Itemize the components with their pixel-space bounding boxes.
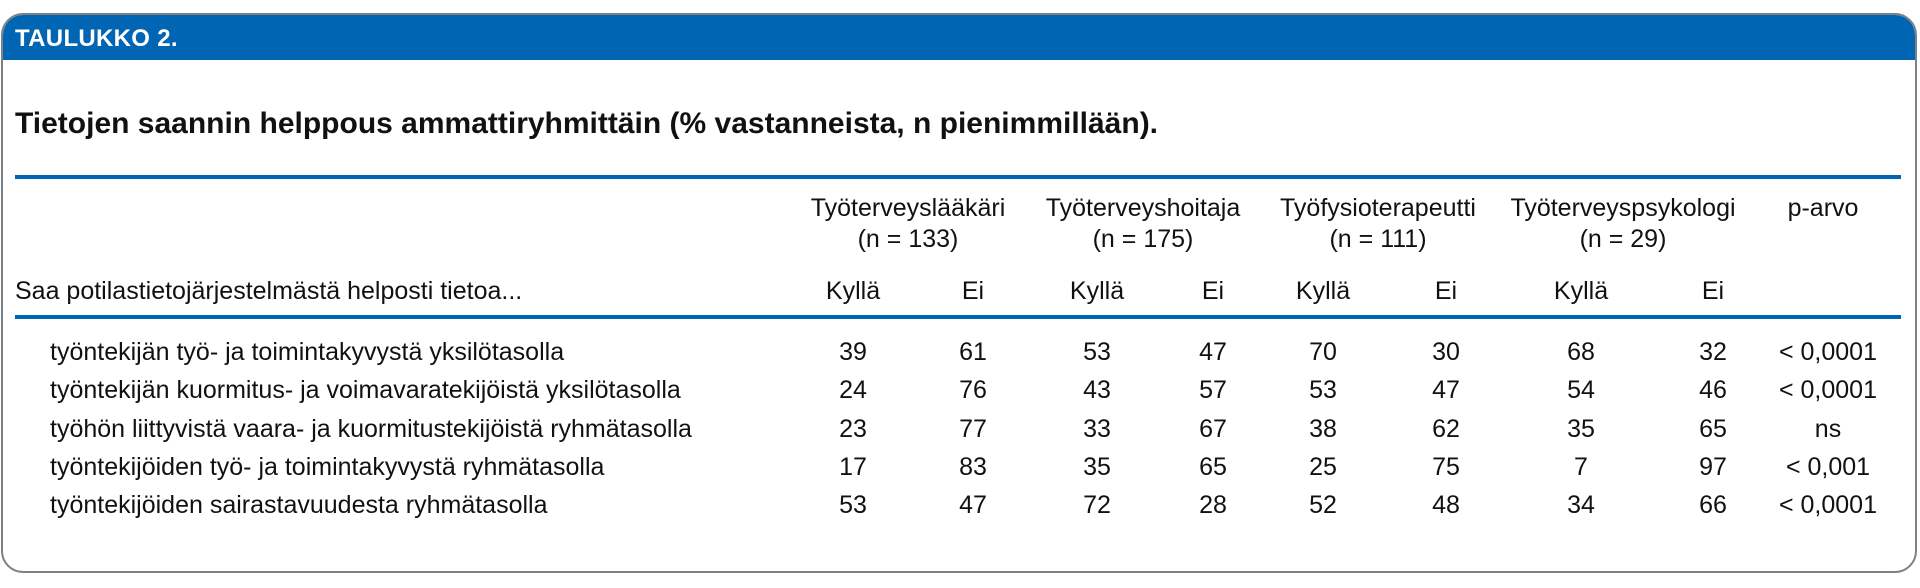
sub-header-no: Ei [1434,277,1458,305]
value-cell: 53 [1083,338,1111,366]
sub-header-yes: Kyllä [825,277,881,305]
row-label: työntekijän kuormitus- ja voimavaratekijöistä yksilötasolla [50,376,681,404]
sub-header-no: Ei [1201,277,1225,305]
value-cell: 47 [959,491,987,519]
value-cell: 53 [1309,376,1337,404]
group-header [1498,193,1748,255]
value-cell: 53 [839,491,867,519]
value-cell: 72 [1083,491,1111,519]
group-name: Työterveyslääkäri [810,194,1006,222]
value-cell: 52 [1309,491,1337,519]
group-name: Työterveyspsykologi [1510,194,1736,222]
value-cell: 23 [839,415,867,443]
value-cell: 24 [839,376,867,404]
value-cell: 76 [959,376,987,404]
value-cell: 32 [1699,338,1727,366]
value-cell: 68 [1567,338,1595,366]
value-cell: 46 [1699,376,1727,404]
value-cell: 38 [1309,415,1337,443]
value-cell: 65 [1699,415,1727,443]
value-cell: 30 [1432,338,1460,366]
p-value-cell: ns [1814,415,1842,443]
value-cell: 97 [1699,453,1727,481]
value-cell: 83 [959,453,987,481]
value-cell: 7 [1574,453,1588,481]
value-cell: 39 [839,338,867,366]
group-n: (n = 133) [857,225,959,253]
row-label: työntekijöiden työ- ja toimintakyvystä ryhmätasolla [50,453,605,481]
p-value-cell: < 0,001 [1785,453,1871,481]
group-header [1028,193,1258,255]
value-cell: 47 [1199,338,1227,366]
value-cell: 35 [1567,415,1595,443]
sub-header-no: Ei [961,277,985,305]
group-header [1263,193,1493,255]
group-header [793,193,1023,255]
group-name: Työterveyshoitaja [1045,194,1241,222]
value-cell: 43 [1083,376,1111,404]
value-cell: 54 [1567,376,1595,404]
value-cell: 47 [1432,376,1460,404]
value-cell: 28 [1199,491,1227,519]
p-value-cell: < 0,0001 [1778,376,1877,404]
row-label: työntekijöiden sairastavuudesta ryhmätasolla [50,491,548,519]
row-label: työntekijän työ- ja toimintakyvystä yksilötasolla [50,338,565,366]
value-cell: 75 [1432,453,1460,481]
group-n: (n = 175) [1092,225,1194,253]
table-card [1,13,1917,573]
p-value-header: p-arvo [1787,194,1859,222]
value-cell: 17 [839,453,867,481]
group-n: (n = 111) [1329,225,1427,253]
top-rule [15,175,1901,179]
value-cell: 48 [1432,491,1460,519]
question-label: Saa potilastietojärjestelmästä helposti tietoa... [15,277,523,305]
value-cell: 66 [1699,491,1727,519]
value-cell: 77 [959,415,987,443]
value-cell: 57 [1199,376,1227,404]
value-cell: 65 [1199,453,1227,481]
table-label: TAULUKKO 2. [15,25,178,52]
sub-header-yes: Kyllä [1295,277,1351,305]
group-name: Työfysioterapeutti [1280,194,1476,222]
value-cell: 33 [1083,415,1111,443]
p-value-cell: < 0,0001 [1778,491,1877,519]
value-cell: 34 [1567,491,1595,519]
p-value-cell: < 0,0001 [1778,338,1877,366]
sub-header-yes: Kyllä [1553,277,1609,305]
value-cell: 25 [1309,453,1337,481]
value-cell: 61 [959,338,987,366]
group-n: (n = 29) [1579,225,1667,253]
value-cell: 35 [1083,453,1111,481]
table-title: Tietojen saannin helppous ammattiryhmittäin (% vastanneista, n pienimmillään). [15,107,1159,140]
sub-header-yes: Kyllä [1069,277,1125,305]
sub-header-no: Ei [1701,277,1725,305]
value-cell: 62 [1432,415,1460,443]
table-header-bar [3,15,1915,60]
value-cell: 67 [1199,415,1227,443]
header-rule [15,315,1901,319]
row-label: työhön liittyvistä vaara- ja kuormitustekijöistä ryhmätasolla [50,415,692,443]
value-cell: 70 [1309,338,1337,366]
